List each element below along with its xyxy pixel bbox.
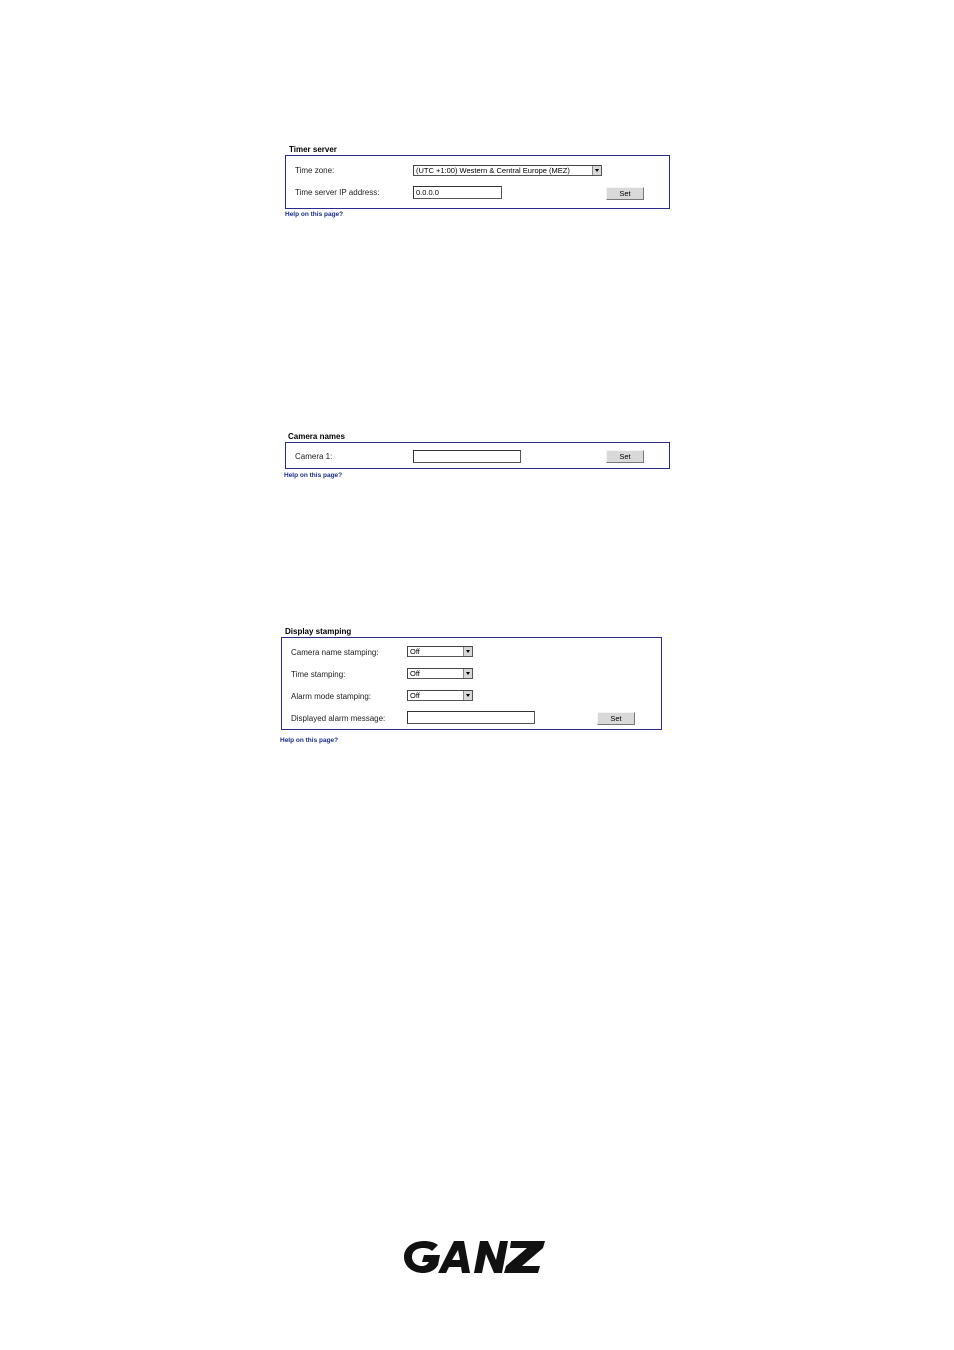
timer-server-help-link[interactable]: Help on this page? (285, 211, 344, 218)
time-stamping-label: Time stamping: (291, 670, 346, 679)
alarm-mode-stamping-select[interactable] (407, 690, 473, 701)
ip-address-label: Time server IP address: (295, 188, 380, 197)
display-stamping-set-button[interactable]: Set (597, 712, 635, 725)
camera-names-title: Camera names (288, 432, 345, 441)
camera-name-stamping-value: Off (410, 647, 420, 656)
timer-server-set-button[interactable]: Set (606, 187, 644, 200)
time-zone-select[interactable] (413, 165, 602, 176)
chevron-down-icon (592, 166, 601, 175)
time-stamping-select[interactable] (407, 668, 473, 679)
display-stamping-panel (281, 637, 662, 730)
time-zone-value: (UTC +1:00) Western & Central Europe (MEZ) (416, 166, 570, 175)
time-zone-label: Time zone: (295, 166, 335, 175)
chevron-down-icon (463, 669, 472, 678)
alarm-message-label: Displayed alarm message: (291, 714, 386, 723)
display-stamping-help-link[interactable]: Help on this page? (280, 737, 339, 744)
alarm-message-input[interactable] (407, 711, 535, 724)
chevron-down-icon (463, 647, 472, 656)
display-stamping-title: Display stamping (285, 627, 352, 636)
camera-names-set-button[interactable]: Set (606, 450, 644, 463)
timer-server-title: Timer server (289, 145, 337, 154)
ganz-logo (402, 1238, 547, 1276)
camera-name-stamping-label: Camera name stamping: (291, 648, 379, 657)
alarm-mode-stamping-value: Off (410, 691, 420, 700)
chevron-down-icon (463, 691, 472, 700)
timer-server-panel (285, 155, 670, 209)
camera-1-input[interactable] (413, 450, 521, 463)
camera-names-panel (285, 442, 670, 469)
camera-1-label: Camera 1: (295, 452, 333, 461)
camera-names-help-link[interactable]: Help on this page? (284, 472, 343, 479)
ip-address-input[interactable]: 0.0.0.0 (413, 186, 502, 199)
camera-name-stamping-select[interactable] (407, 646, 473, 657)
time-stamping-value: Off (410, 669, 420, 678)
alarm-mode-stamping-label: Alarm mode stamping: (291, 692, 372, 701)
